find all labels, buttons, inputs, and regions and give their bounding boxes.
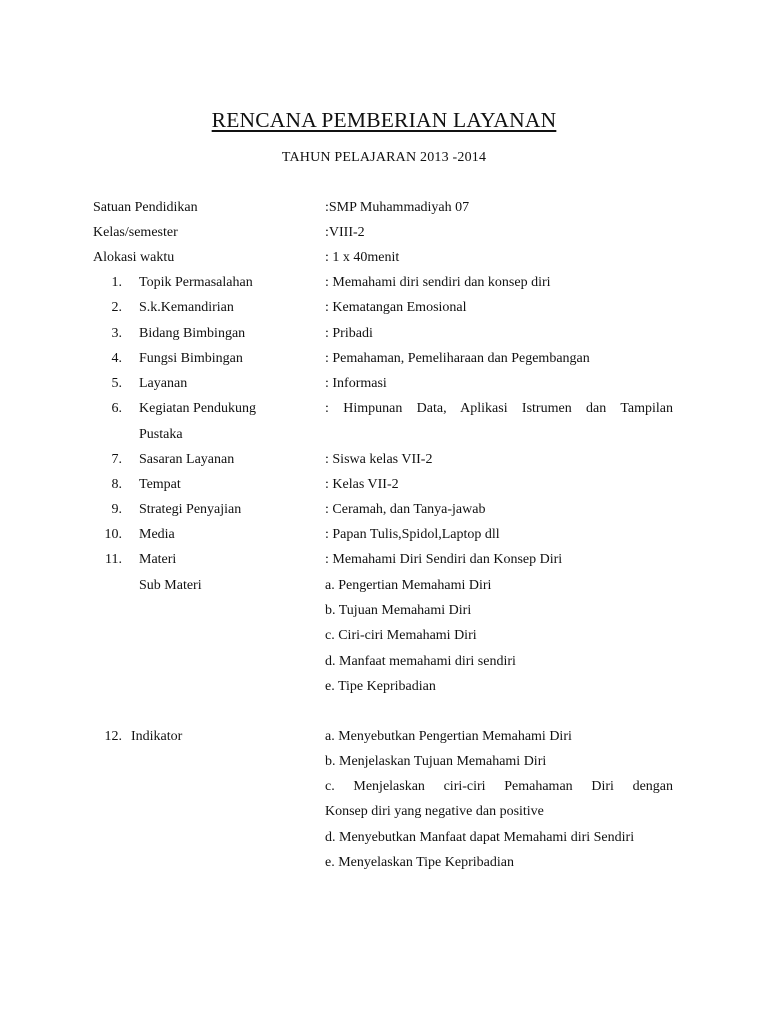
indikator-line: c. Menjelaskan ciri-ciri Pemahaman Diri dengan	[325, 779, 673, 794]
item-label: Kegiatan Pendukung	[139, 401, 257, 416]
item-number: 7.	[111, 452, 122, 467]
item-number: 1.	[111, 275, 122, 290]
indikator-label: Indikator	[131, 729, 183, 744]
item-number: 3.	[111, 326, 122, 341]
item-value: : Informasi	[325, 376, 387, 391]
indikator-line: Konsep diri yang negative dan positive	[325, 804, 544, 819]
indikator-line: e. Menyelaskan Tipe Kepribadian	[325, 855, 514, 870]
item-number: 5.	[111, 376, 122, 391]
info-label-satuan: Satuan Pendidikan	[93, 200, 198, 215]
info-value-alokasi: : 1 x 40menit	[325, 250, 400, 265]
item-number: 4.	[111, 351, 122, 366]
item-label: Fungsi Bimbingan	[139, 351, 243, 366]
sub-materi-item: b. Tujuan Memahami Diri	[325, 603, 472, 618]
indikator-line: a. Menyebutkan Pengertian Memahami Diri	[325, 729, 572, 744]
item-value: : Himpunan Data, Aplikasi Istrumen dan Tampilan	[325, 401, 673, 416]
item-number: 6.	[111, 401, 122, 416]
item-number: 10.	[104, 527, 122, 542]
item-number: 8.	[111, 477, 122, 492]
sub-materi-item: e. Tipe Kepribadian	[325, 679, 436, 694]
item-value: : Siswa kelas VII-2	[325, 452, 433, 467]
item-value: : Kematangan Emosional	[325, 300, 467, 315]
sub-materi-item: d. Manfaat memahami diri sendiri	[325, 654, 516, 669]
indikator-number: 12.	[104, 729, 122, 744]
info-label-alokasi: Alokasi waktu	[93, 250, 175, 265]
sub-materi-item: a. Pengertian Memahami Diri	[325, 578, 492, 593]
item-label: Bidang Bimbingan	[139, 326, 246, 341]
indikator-line: d. Menyebutkan Manfaat dapat Memahami diri Sendiri	[325, 830, 635, 845]
info-value-satuan: :SMP Muhammadiyah 07	[325, 200, 470, 215]
sub-materi-item: c. Ciri-ciri Memahami Diri	[325, 628, 477, 643]
document-subtitle: TAHUN PELAJARAN 2013 -2014	[281, 150, 487, 165]
item-label-continued: Pustaka	[139, 427, 183, 442]
info-label-kelas: Kelas/semester	[93, 225, 178, 240]
item-value: : Memahami Diri Sendiri dan Konsep Diri	[325, 552, 563, 567]
item-value: : Kelas VII-2	[325, 477, 399, 492]
item-label: Media	[139, 527, 175, 542]
item-number: 11.	[105, 552, 122, 567]
item-number: 9.	[111, 502, 122, 517]
item-label: Strategi Penyajian	[139, 502, 242, 517]
sub-materi-label: Sub Materi	[139, 578, 202, 593]
item-value: : Pribadi	[325, 326, 373, 341]
item-label: Sasaran Layanan	[139, 452, 235, 467]
item-number: 2.	[111, 300, 122, 315]
item-label: Tempat	[139, 477, 181, 492]
indikator-line: b. Menjelaskan Tujuan Memahami Diri	[325, 754, 547, 769]
item-label: Materi	[139, 552, 177, 567]
info-value-kelas: :VIII-2	[325, 225, 365, 240]
item-value: : Pemahaman, Pemeliharaan dan Pegembangan	[325, 351, 590, 366]
document-title: RENCANA PEMBERIAN LAYANAN	[211, 108, 557, 132]
item-label: Topik Permasalahan	[139, 275, 253, 290]
item-value: : Memahami diri sendiri dan konsep diri	[325, 275, 551, 290]
item-value: : Ceramah, dan Tanya-jawab	[325, 502, 486, 517]
item-value: : Papan Tulis,Spidol,Laptop dll	[325, 527, 500, 542]
item-label: Layanan	[139, 376, 188, 391]
item-label: S.k.Kemandirian	[139, 300, 234, 315]
